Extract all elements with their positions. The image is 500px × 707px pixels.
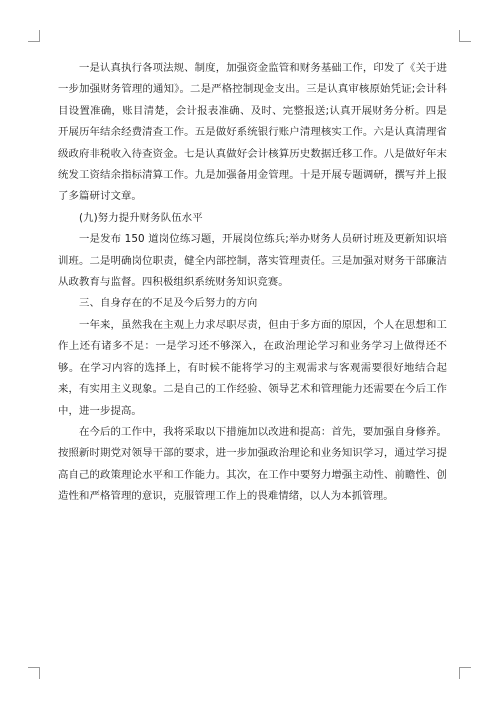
crop-mark-bottom-right bbox=[459, 667, 471, 679]
section-heading-team: (九)努力提升财务队伍水平 bbox=[79, 211, 203, 224]
paragraph-improvements: 在今后的工作中，我将采取以下措施加以改进和提高：首先，要加强自身修养。按照新时期党对领导干部的要求，进一步加强政治理论和业务知识学习，通过学习提高自己的政策理论水平和工作能力。其次，在工作中要努力增强主动性、前瞻性、创造性和严格管理的意识，克服管理工作上的畏难情绪，以人为本抓管理。 bbox=[58, 425, 447, 503]
crop-mark-top-left bbox=[28, 30, 40, 42]
crop-mark-bottom-left bbox=[28, 667, 40, 679]
paragraph-shortcomings: 一年来，虽然我在主观上力求尽职尽责，但由于多方面的原因，个人在思想和工作上还有诸多不足：一是学习还不够深入，在政治理论学习和业务学习上做得还不够。在学习内容的选择上，有时候不能将学习的主观需求与客观需要很好地结合起来，有实用主义现象。二是自己的工作经验、领导艺术和管理能力还需要在今后工作中，进一步提高。 bbox=[58, 318, 447, 417]
paragraph-team-training: 一是发布 150 道岗位练习题，开展岗位练兵;举办财务人员研讨班及更新知识培训班。二是明确岗位职责，健全内部控制，落实管理责任。三是加强对财务干部廉洁从政教育与监督。四积极组织系统财务知识竞赛。 bbox=[58, 233, 447, 289]
crop-mark-top-right bbox=[459, 30, 471, 42]
document-body bbox=[58, 58, 447, 508]
section-heading-shortcomings: 三、自身存在的不足及今后努力的方向 bbox=[79, 297, 258, 310]
paragraph-finance-work: 一是认真执行各项法规、制度，加强资金监管和财务基础工作，印发了《关于进一步加强财务管理的通知》。二是严格控制现金支出。三是认真审核原始凭证;会计科目设置准确，账目清楚，会计报表准确、及时、完整报送;认真开展财务分析。四是开展历年结余经费清查工作。五是做好系统银行账户清理核实工作。六是认真清理省级政府非税收入待查资金。七是认真做好会计核算历史数据迁移工作。八是做好年末统发工资结余指标清算工作。九是加强备用金管理。十是开展专题调研，撰写并上报了多篇研讨文章。 bbox=[58, 62, 447, 203]
